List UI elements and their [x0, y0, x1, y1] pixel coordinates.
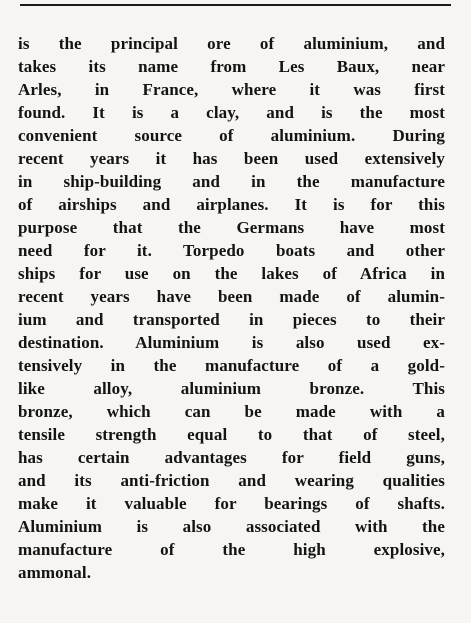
article-line: destination. Aluminium is also used ex- [18, 333, 445, 352]
article-line: ium and transported in pieces to their [18, 310, 445, 329]
article-line: convenient source of aluminium. During [18, 126, 445, 145]
article-line: make it valuable for bearings of shafts. [18, 494, 445, 513]
article-line: takes its name from Les Baux, near [18, 57, 445, 76]
article-line: tensile strength equal to that of steel, [18, 425, 445, 444]
article-line: has certain advantages for field guns, [18, 448, 445, 467]
article-line: in ship-building and in the manufacture [18, 172, 445, 191]
article-line: is the principal ore of aluminium, and [18, 34, 445, 53]
article-line: ammonal. [18, 563, 92, 582]
article-line: tensively in the manufacture of a gold- [18, 356, 445, 375]
article-line: like alloy, aluminium bronze. This [18, 379, 445, 398]
article-line: and its anti-friction and wearing qualities [18, 471, 445, 490]
article-line: of airships and airplanes. It is for this [18, 195, 445, 214]
article-line: need for it. Torpedo boats and other [18, 241, 445, 260]
article-line: recent years have been made of alumin- [18, 287, 445, 306]
article-line: purpose that the Germans have most [18, 218, 445, 237]
article-line: Aluminium is also associated with the [18, 517, 445, 536]
top-column-rule [20, 4, 451, 6]
article-line: Arles, in France, where it was first [18, 80, 445, 99]
article-line: manufacture of the high explosive, [18, 540, 445, 559]
article-line: recent years it has been used extensively [18, 149, 445, 168]
article-line: bronze, which can be made with a [18, 402, 445, 421]
article-line: found. It is a clay, and is the most [18, 103, 445, 122]
article-column [18, 32, 445, 584]
article-line: ships for use on the lakes of Africa in [18, 264, 445, 283]
